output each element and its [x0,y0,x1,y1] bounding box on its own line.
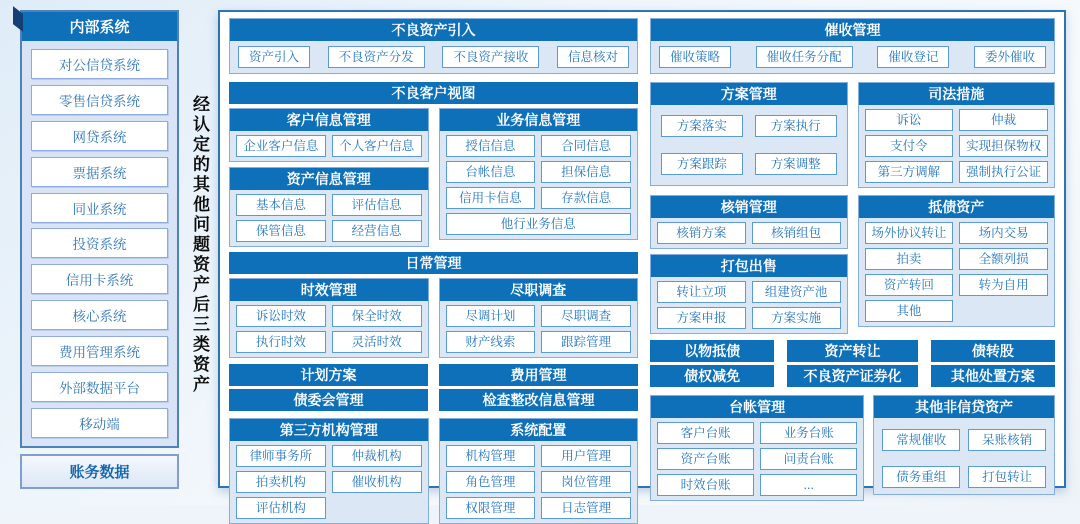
item-permission-mgmt: 权限管理 [446,497,536,519]
left-bar-row-2 [229,389,638,411]
item-accountability-ledger: 问责台账 [760,448,857,470]
item-plan-execute: 方案执行 [755,115,837,137]
section-customer-info [229,108,429,162]
bar-expense-mgmt: 费用管理 [439,364,638,386]
section-due-diligence [439,278,639,358]
sidebar-item-expense-mgmt: 费用管理系统 [31,336,168,366]
right-bar-row-1 [650,340,1055,362]
item-operation-info: 经营信息 [332,220,422,242]
left-bottom-grid [229,418,638,524]
item-plan-implementation: 方案实施 [752,307,841,329]
other-non-credit-title: 其他非信贷资产 [874,396,1054,418]
item-property-clues: 财产线索 [446,331,536,353]
item-execution-limit: 执行时效 [236,331,326,353]
writeoff-package-stack [650,195,848,334]
sidebar-item-retail-credit: 零售信贷系统 [31,85,168,115]
item-write-off-plan: 核销方案 [657,222,746,244]
item-preservation-limit: 保全时效 [332,305,422,327]
bar-other-disposal-plan: 其他处置方案 [931,365,1055,387]
customer-view-grid [229,108,638,247]
item-customer-ledger: 客户台账 [657,422,754,444]
ledger-mgmt-title: 台帐管理 [651,396,863,418]
section-debt-assets [858,195,1056,327]
sidebar-bevel-decoration [13,6,23,32]
sidebar-item-investment: 投资系统 [31,228,168,258]
item-bad-debt-write-off: 呆账核销 [968,429,1046,451]
item-auction-org: 拍卖机构 [236,471,326,493]
item-enterprise-customer-info: 企业客户信息 [236,135,326,157]
item-compulsory-enforcement-notarization: 强制执行公证 [959,161,1048,183]
debt-assets-title: 抵债资产 [859,196,1055,218]
item-post-mgmt: 岗位管理 [541,471,631,493]
bad-asset-intro-title: 不良资产引入 [230,19,637,41]
item-credit-card-info: 信用卡信息 [446,187,536,209]
sidebar-item-interbank: 同业系统 [31,193,168,223]
item-payment-order: 支付令 [865,135,954,157]
section-bad-asset-intro [229,18,638,74]
item-tracking-mgmt: 跟踪管理 [541,331,631,353]
item-package-transfer: 打包转让 [968,466,1046,488]
sidebar-item-credit-card: 信用卡系统 [31,264,168,294]
section-plan-mgmt [650,82,848,186]
item-other-bank-business-info: 他行业务信息 [446,213,632,235]
item-asset-intro: 资产引入 [238,46,310,68]
right-bottom-grid [650,395,1055,501]
daily-management-grid [229,278,638,358]
bar-debt-relief: 债权减免 [650,365,774,387]
bar-asset-transfer: 资产转让 [787,340,917,362]
bad-asset-intro-items [230,41,637,73]
item-plan-implement: 方案落实 [661,115,743,137]
item-collection-org: 催收机构 [332,471,422,493]
item-role-mgmt: 角色管理 [446,471,536,493]
internal-systems-title: 内部系统 [22,12,177,41]
customer-view-left-stack [229,108,429,247]
item-law-firm: 律师事务所 [236,445,326,467]
item-info-check: 信息核对 [557,46,629,68]
plan-mgmt-title: 方案管理 [651,83,847,105]
item-flexible-limit: 灵活时效 [332,331,422,353]
item-custody-info: 保管信息 [236,220,326,242]
item-debt-restructuring: 债务重组 [882,466,960,488]
item-basic-info: 基本信息 [236,194,326,216]
item-collection-task-assign: 催收任务分配 [756,46,853,68]
sidebar-item-online-loan: 网贷系统 [31,121,168,151]
writeoff-debtassets-grid [650,195,1055,334]
item-full-loss-listing: 全额列损 [959,248,1048,270]
item-valuation-org: 评估机构 [236,497,326,519]
right-bar-row-2 [650,365,1055,387]
system-config-title: 系统配置 [440,419,638,441]
section-other-non-credit-assets [873,395,1055,495]
section-write-off [650,195,848,249]
collection-mgmt-items [651,41,1054,73]
item-time-limit-ledger: 时效台账 [657,474,754,496]
internal-systems-panel [20,10,179,448]
business-info-title: 业务信息管理 [440,109,638,131]
item-convert-to-own-use: 转为自用 [959,274,1048,296]
item-org-mgmt: 机构管理 [446,445,536,467]
section-package-sale [650,254,848,334]
item-plan-declare: 方案申报 [657,307,746,329]
customer-info-title: 客户信息管理 [230,109,428,131]
item-ledger-info: 台帐信息 [446,161,536,183]
vertical-category-label: 经认定的其他问题资产后三类资产 [190,94,209,395]
item-auction: 拍卖 [865,248,954,270]
collection-mgmt-title: 催收管理 [651,19,1054,41]
due-diligence-title: 尽职调查 [440,279,638,301]
item-arbitration: 仲裁 [959,109,1048,131]
third-party-org-title: 第三方机构管理 [230,419,428,441]
sidebar-item-external-data: 外部数据平台 [31,372,168,402]
item-third-party-mediation: 第三方调解 [865,161,954,183]
section-asset-info [229,167,429,247]
accounting-data-box: 账务数据 [20,454,179,489]
item-asset-transfer-back: 资产转回 [865,274,954,296]
write-off-title: 核销管理 [651,196,847,218]
sidebar-item-bills: 票据系统 [31,157,168,187]
internal-systems-list [22,41,177,446]
section-system-config [439,418,639,524]
sidebar-item-core-system: 核心系统 [31,300,168,330]
bad-customer-view-title: 不良客户视图 [229,82,638,104]
time-limit-title: 时效管理 [230,279,428,301]
item-otc-agreement-transfer: 场外协议转让 [865,222,954,244]
bar-creditor-committee: 债委会管理 [229,389,428,411]
daily-management-title: 日常管理 [229,252,638,274]
section-judicial-measures [858,82,1056,188]
asset-info-title: 资产信息管理 [230,168,428,190]
item-bad-asset-receive: 不良资产接收 [442,46,539,68]
item-asset-ledger: 资产台账 [657,448,754,470]
bar-npl-securitization: 不良资产证券化 [787,365,917,387]
section-business-info [439,108,639,240]
item-arbitration-org: 仲裁机构 [332,445,422,467]
item-valuation-info: 评估信息 [332,194,422,216]
item-outsourced-collection: 委外催收 [974,46,1046,68]
item-guarantee-info: 担保信息 [541,161,631,183]
item-ledger-more: ... [760,474,857,496]
bar-plan-scheme: 计划方案 [229,364,428,386]
item-deposit-info: 存款信息 [541,187,631,209]
section-ledger-mgmt [650,395,864,501]
item-regular-collection: 常规催收 [882,429,960,451]
bar-inspection-rectification: 检查整改信息管理 [439,389,638,411]
item-transfer-initiation: 转让立项 [657,281,746,303]
sidebar-item-mobile: 移动端 [31,408,168,438]
item-dd-plan: 尽调计划 [446,305,536,327]
item-build-asset-pool: 组建资产池 [752,281,841,303]
left-bar-row-1 [229,364,638,386]
item-litigation: 诉讼 [865,109,954,131]
item-dd-survey: 尽职调查 [541,305,631,327]
item-bad-asset-dispatch: 不良资产分发 [328,46,425,68]
item-collection-register: 催收登记 [877,46,949,68]
package-sale-title: 打包出售 [651,255,847,277]
item-write-off-package: 核销组包 [752,222,841,244]
item-debt-assets-other: 其他 [865,300,954,322]
bar-debt-for-goods: 以物抵债 [650,340,774,362]
item-on-market-trade: 场内交易 [959,222,1048,244]
bar-debt-to-equity: 债转股 [931,340,1055,362]
section-collection-mgmt [650,18,1055,74]
item-collection-strategy: 催收策略 [659,46,731,68]
plan-judicial-grid [650,82,1055,188]
panel-right-column [650,18,1055,492]
item-plan-track: 方案跟踪 [661,153,743,175]
item-plan-adjust: 方案调整 [755,153,837,175]
section-time-limit [229,278,429,358]
item-business-ledger: 业务台账 [760,422,857,444]
sidebar-item-corporate-credit: 对公信贷系统 [31,49,168,79]
panel-left-column [229,18,638,515]
item-personal-customer-info: 个人客户信息 [332,135,422,157]
main-function-panel [218,10,1066,515]
item-credit-info: 授信信息 [446,135,536,157]
item-litigation-limit: 诉讼时效 [236,305,326,327]
section-third-party-org [229,418,429,524]
item-log-mgmt: 日志管理 [541,497,631,519]
judicial-measures-title: 司法措施 [859,83,1055,105]
item-realize-security-interest: 实现担保物权 [959,135,1048,157]
item-user-mgmt: 用户管理 [541,445,631,467]
item-contract-info: 合同信息 [541,135,631,157]
